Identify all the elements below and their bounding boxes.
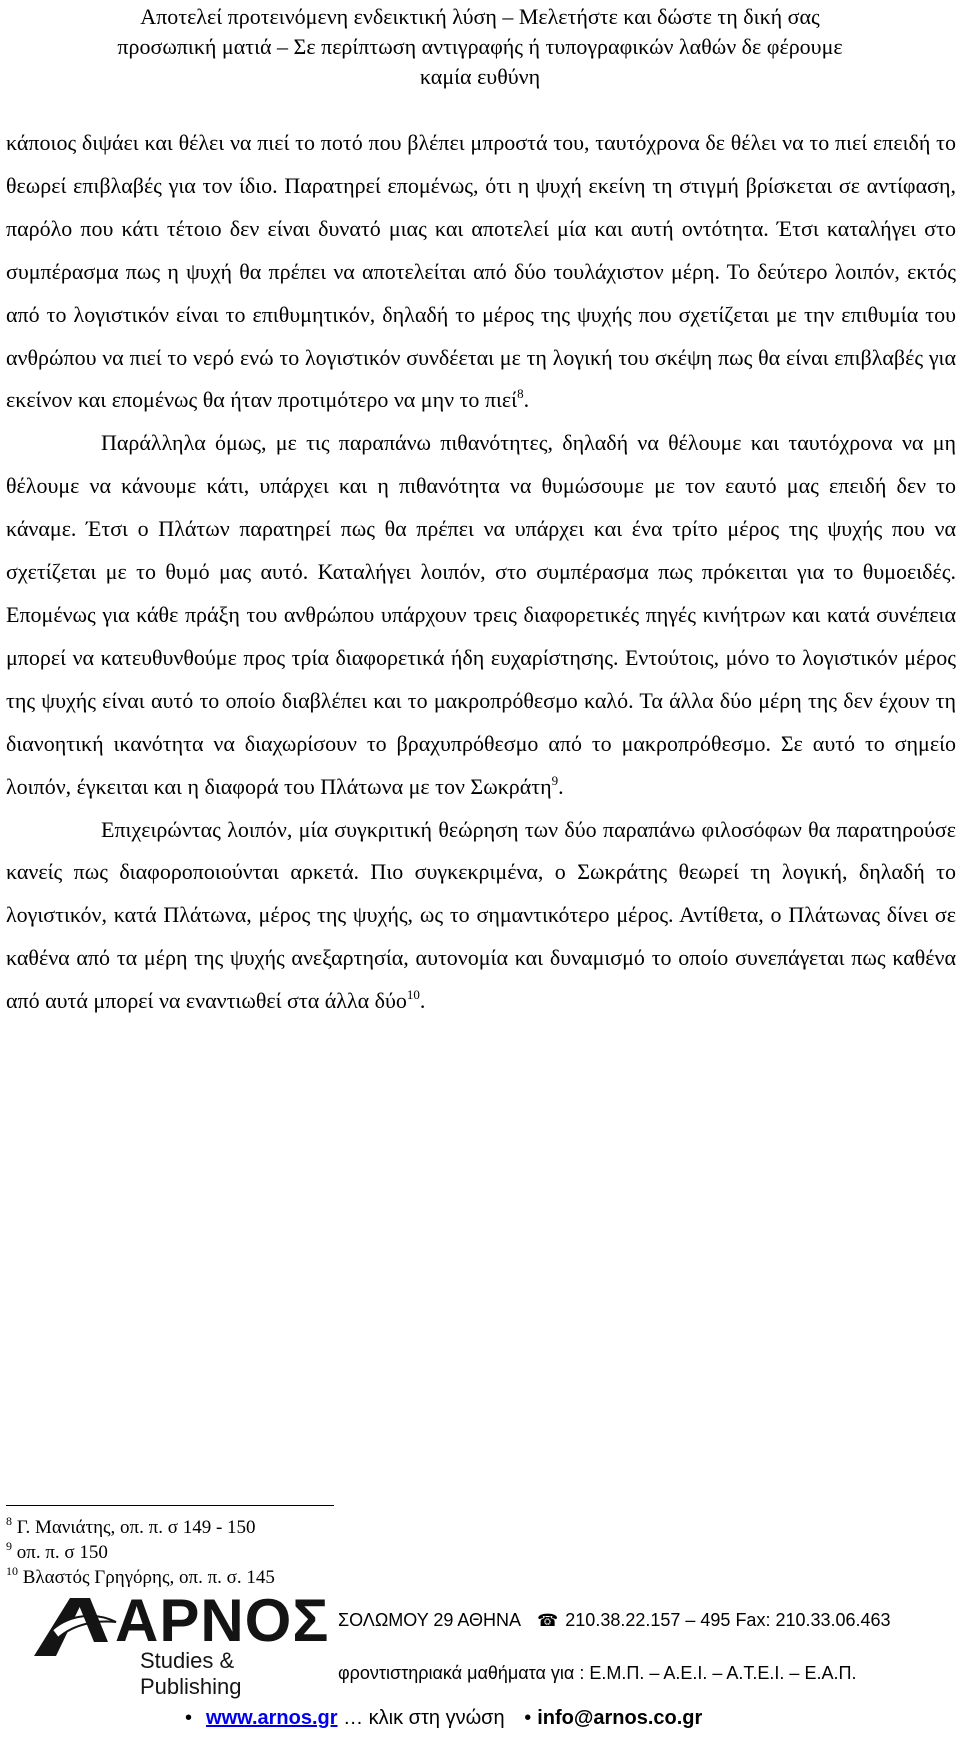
main-text xyxy=(6,122,956,1023)
paragraph-3 xyxy=(6,809,956,1024)
slogan: … κλικ στη γνώση xyxy=(337,1707,511,1729)
address: ΣΟΛΩΜΟΥ 29 ΑΘΗΝΑ xyxy=(338,1610,521,1630)
footnote-text: Βλαστός Γρηγόρης, οπ. π. σ. 145 xyxy=(22,1567,275,1588)
footnote-number: 10 xyxy=(6,1564,18,1578)
bullet-icon: • xyxy=(185,1707,193,1729)
web-contact-line xyxy=(185,1707,702,1730)
footnote-8 xyxy=(6,1515,275,1540)
paragraph-2-end: . xyxy=(558,773,564,799)
website-link[interactable]: www.arnos.gr xyxy=(206,1707,338,1729)
lessons-line: φροντιστηριακά μαθήματα για : Ε.Μ.Π. – Α.Ε.Ι. – Α.Τ.Ε.Ι. – Ε.Α.Π. xyxy=(338,1663,857,1683)
paragraph-1-text: κάποιος διψάει και θέλει να πιεί το ποτό που βλέπει μπροστά του, ταυτόχρονα δε θέλει να το πιεί επειδή το θεωρεί επιβλαβές για τον ίδιο. Παρατηρεί επομένως, ότι η ψυχή εκείνη τη στιγμή βρίσκεται σε αντίφαση, παρόλο που κάτι τέτοιο δεν είναι δυνατό μιας και αποτελεί μία και αυτή οντότητα. Έτσι καταλήγει στο συμπέρασμα πως η ψυχή θα πρέπει να αποτελείται από δύο τουλάχιστον μέρη. Το δεύτερο λοιπόν, εκτός από το λογιστικόν είναι το επιθυμητικόν, δηλαδή το μέρος της ψυχής που σχετίζεται με την επιθυμία του ανθρώπου να πιεί το νερό ενώ το λογιστικόν συνδέεται με τη λογική του σκέψη πως θα είναι επιβλαβές για εκείνον και επομένως θα ήταν προτιμότερο να μην το πιεί xyxy=(6,130,956,413)
email-address[interactable]: info@arnos.co.gr xyxy=(537,1707,703,1729)
footnote-text: Γ. Μανιάτης, οπ. π. σ 149 - 150 xyxy=(16,1517,256,1538)
paragraph-3-text: Επιχειρώντας λοιπόν, μία συγκριτική θεώρηση των δύο παραπάνω φιλοσόφων θα παρατηρούσε κανείς πως διαφοροποιούνται αρκετά. Πιο συγκεκριμένα, ο Σωκράτης θεωρεί τη λογική, δηλαδή το λογιστικόν, κατά Πλάτωνα, μέρος της ψυχής, ως το σημαντικότερο μέρος. Αντίθετα, ο Πλάτωνας δίνει σε καθένα από τα μέρη της ψυχής ανεξαρτησία, αυτονομία και δυναμισμό το οποίο συνεπάγεται πως καθένα από αυτά μπορεί να εναντιωθεί στα άλλα δύο xyxy=(6,816,956,1014)
logo-wordmark: ΑΡΝΟΣ xyxy=(115,1587,330,1654)
header-line-3: καμία ευθύνη xyxy=(419,64,541,89)
footnote-ref-9: 9 xyxy=(551,772,559,788)
footnote-number: 9 xyxy=(6,1539,12,1553)
logo-emblem-icon xyxy=(30,1592,120,1662)
contact-line xyxy=(338,1610,891,1631)
paragraph-3-end: . xyxy=(419,988,426,1014)
footnotes xyxy=(6,1515,275,1590)
page-header xyxy=(0,2,960,92)
footnote-text: οπ. π. σ 150 xyxy=(16,1542,108,1563)
footnote-number: 8 xyxy=(6,1514,12,1528)
phone-fax: 210.38.22.157 – 495 Fax: 210.33.06.463 xyxy=(565,1610,891,1630)
paragraph-2-text: Παράλληλα όμως, με τις παραπάνω πιθανότητες, δηλαδή να θέλουμε και ταυτόχρονα να μη θέλουμε να κάνουμε κάτι, υπάρχει και η πιθανότητα να θυμώσουμε με τον εαυτό μας επειδή δεν το κάναμε. Έτσι ο Πλάτων παρατηρεί πως θα πρέπει να υπάρχει και ένα τρίτο μέρος της ψυχής που να σχετίζεται με το θυμό μας αυτό. Καταλήγει λοιπόν, στο συμπέρασμα πως πρόκειται για το θυμοειδές. Επομένως για κάθε πράξη του ανθρώπου υπάρχουν τρεις διαφορετικές πηγές κινήτρων και κατά συνέπεια μπορεί να κατευθυνθούμε προς τρία διαφορετικά ήδη ευχαρίστησης. Εντούτοις, μόνο το λογιστικόν μέρος της ψυχής είναι αυτό το οποίο διαβλέπει και το μακροπρόθεσμο καλό. Τα άλλα δύο μέρη της δεν έχουν τη διανοητική ικανότητα να διαχωρίσουν το βραχυπρόθεσμο από το μακροπρόθεσμο. Σε αυτό το σημείο λοιπόν, έγκειται και η διαφορά του Πλάτωνα με τον Σωκράτη xyxy=(6,430,956,799)
bullet-icon: • xyxy=(524,1707,532,1729)
header-line-2: προσωπική ματιά – Σε περίπτωση αντιγραφής ή τυπογραφικών λαθών δε φέρουμε xyxy=(117,34,843,59)
paragraph-1-end: . xyxy=(523,387,530,413)
footnote-ref-8: 8 xyxy=(517,386,524,402)
footnote-9 xyxy=(6,1540,275,1565)
logo-subtitle: Studies & Publishing xyxy=(140,1648,242,1699)
paragraph-2 xyxy=(6,422,956,808)
footnote-ref-10: 10 xyxy=(406,987,420,1003)
telephone-icon: ☎ xyxy=(537,1611,559,1631)
arnos-logo xyxy=(30,1587,330,1699)
paragraph-1 xyxy=(6,122,956,422)
header-line-1: Αποτελεί προτεινόμενη ενδεικτική λύση – Μελετήστε και δώστε τη δική σας xyxy=(140,4,820,29)
footnote-separator xyxy=(6,1505,334,1506)
